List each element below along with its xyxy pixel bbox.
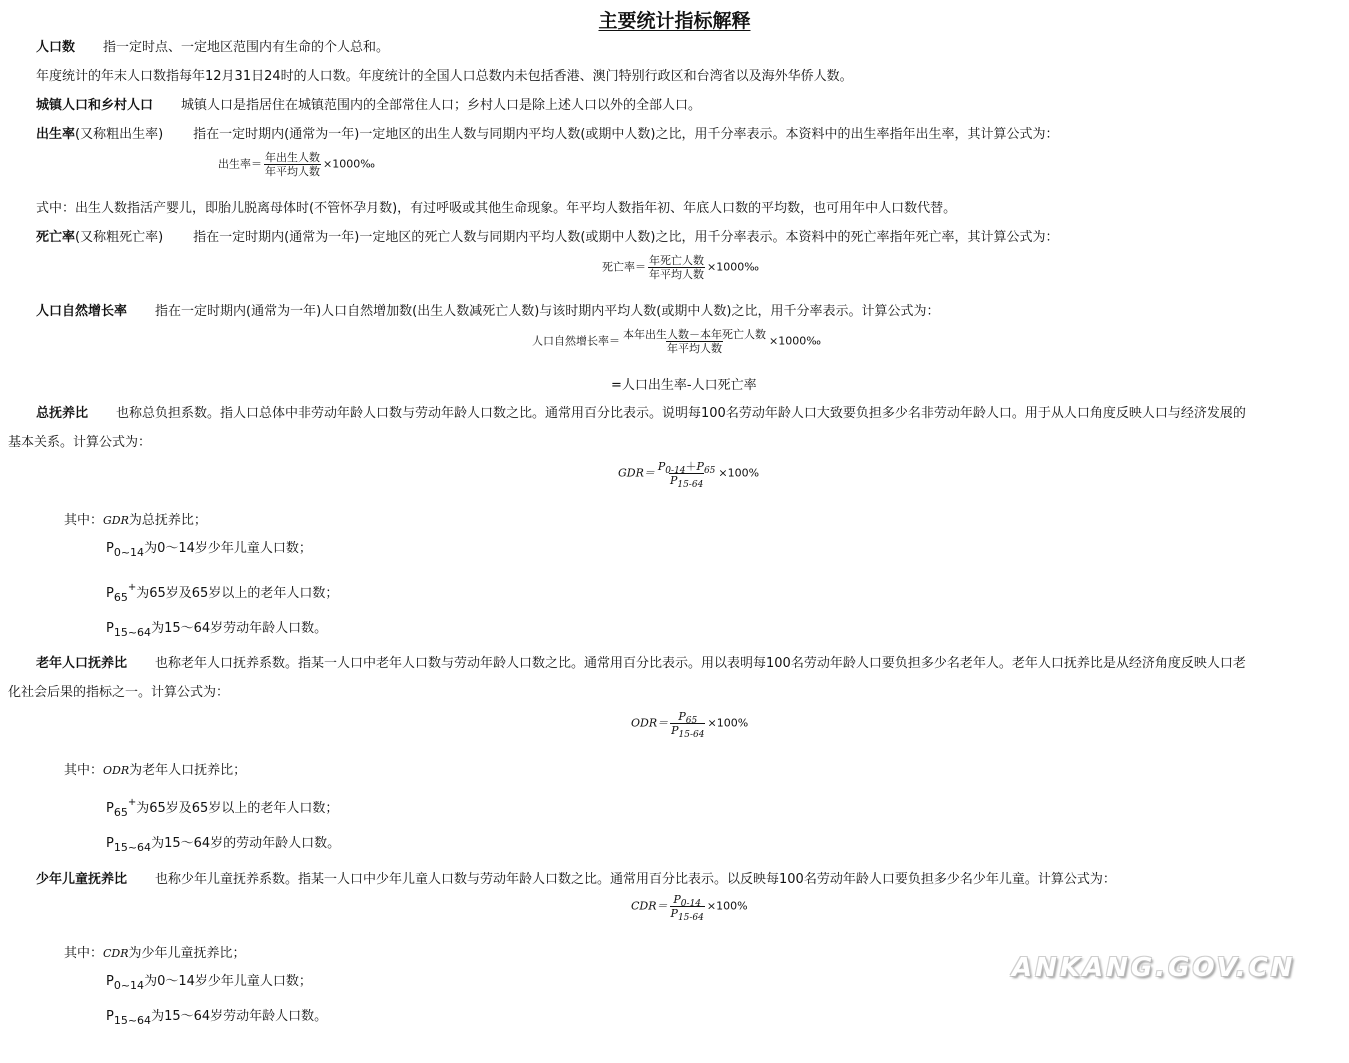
cdr-var-1 xyxy=(106,974,312,990)
symbol-p: P xyxy=(657,460,666,473)
symbol-p: P xyxy=(696,460,704,473)
term-natural-growth: 人口自然增长率 xyxy=(36,304,128,319)
symbol-p: P xyxy=(669,474,678,487)
cdr-formula xyxy=(631,893,748,924)
fraction-denominator xyxy=(669,473,704,491)
subscript: 65 xyxy=(685,716,698,727)
urban-rural-entry xyxy=(36,98,701,114)
population-definition: 指一定时点、一定地区范围内有生命的个人总和。 xyxy=(103,40,390,55)
fraction xyxy=(622,328,767,355)
variable-description: 为0～14岁少年儿童人口数； xyxy=(144,541,312,556)
fraction xyxy=(264,151,321,178)
gdr-formula xyxy=(618,460,760,491)
term-gdr: 总抚养比 xyxy=(36,406,89,421)
variable-description: 为15～64岁劳动年龄人口数。 xyxy=(151,621,328,636)
fraction-denominator xyxy=(670,906,705,924)
fraction-denominator xyxy=(670,723,705,741)
symbol-p: P xyxy=(678,710,686,723)
odr-definition-line-1: 也称老年人口抚养系数。指某一人口中老年人口数与劳动年龄人口数之比。通常用百分比表示。用以表明每100名劳动年龄人口要负担多少名老年人。老年人口抚养比是从经济角度反映人口老 xyxy=(155,656,1246,671)
birth-rate-alias: (又称粗出生率) xyxy=(75,127,164,142)
formula-multiplier: ×1000‰ xyxy=(323,157,375,171)
subscript: 65 xyxy=(113,591,128,604)
term-death-rate: 死亡率 xyxy=(36,230,76,245)
symbol-p: P xyxy=(106,1009,114,1024)
formula-multiplier: ×100% xyxy=(706,899,748,913)
symbol-p: P xyxy=(106,801,114,816)
death-rate-entry xyxy=(36,230,1058,246)
fraction-denominator: 年平均人数 xyxy=(667,342,722,355)
plus-sign: ＋ xyxy=(685,460,697,473)
term-birth-rate: 出生率 xyxy=(36,127,76,142)
where-text: 为总抚养比； xyxy=(128,513,207,528)
gdr-var-2 xyxy=(106,582,339,604)
subscript: 15-64 xyxy=(678,730,705,741)
gdr-definition-line-2: 基本关系。计算公式为： xyxy=(8,435,152,450)
subscript: 15~64 xyxy=(113,841,152,854)
cdr-where xyxy=(64,946,246,962)
odr-definition-line-2: 化社会后果的指标之一。计算公式为： xyxy=(8,685,230,700)
gdr-var-1 xyxy=(106,541,312,557)
subscript: 65 xyxy=(703,466,716,477)
odr-where xyxy=(64,763,246,779)
formula-multiplier: ×1000‰ xyxy=(769,334,821,348)
cdr-var-2 xyxy=(106,1009,327,1025)
gdr-entry xyxy=(36,406,1246,422)
subscript: 0-14 xyxy=(665,466,686,477)
fraction xyxy=(657,460,717,491)
formula-lhs: CDR＝ xyxy=(631,899,668,913)
population-note: 年度统计的年末人口数指每年12月31日24时的人口数。年度统计的全国人口总数内未包括香港、澳门特别行政区和台湾省以及海外华侨人数。 xyxy=(36,69,853,84)
page-title: 主要统计指标解释 xyxy=(598,10,751,32)
formula-lhs: GDR＝ xyxy=(618,466,655,480)
variable-description: 为0～14岁少年儿童人口数； xyxy=(144,974,312,989)
birth-rate-formula xyxy=(218,151,375,178)
superscript: + xyxy=(127,797,137,808)
symbol-p: P xyxy=(106,541,114,556)
death-rate-alias: (又称粗死亡率) xyxy=(75,230,164,245)
symbol-p: P xyxy=(106,836,114,851)
fraction xyxy=(648,254,705,281)
term-population: 人口数 xyxy=(36,40,76,55)
natural-growth-entry xyxy=(36,304,939,320)
superscript: + xyxy=(127,582,137,593)
death-rate-definition: 指在一定时期内(通常为一年)一定地区的死亡人数与同期内平均人数(或期中人数)之比，用千分率表示。本资料中的死亡率指年死亡率，其计算公式为： xyxy=(193,230,1059,245)
symbol-p: P xyxy=(673,893,681,906)
where-abbr: GDR xyxy=(103,514,129,527)
variable-description: 为65岁及65岁以上的老年人口数； xyxy=(136,801,339,816)
subscript: 0~14 xyxy=(113,979,145,992)
fraction-denominator: 年平均人数 xyxy=(649,268,704,281)
where-text: 为老年人口抚养比； xyxy=(129,763,247,778)
subscript: 0~14 xyxy=(113,546,145,559)
gdr-var-3 xyxy=(106,621,327,637)
gdr-where xyxy=(64,513,207,529)
population-entry xyxy=(36,40,389,56)
odr-formula xyxy=(631,710,749,741)
formula-multiplier: ×100% xyxy=(718,466,760,480)
natural-growth-formula xyxy=(532,328,821,355)
where-prefix: 其中： xyxy=(64,513,104,528)
fraction xyxy=(670,893,705,924)
birth-rate-note: 式中：出生人数指活产婴儿，即胎儿脱离母体时(不管怀孕月数)，有过呼吸或其他生命现象。年平均人数指年初、年底人口数的平均数，也可用年中人口数代替。 xyxy=(36,201,957,216)
term-cdr: 少年儿童抚养比 xyxy=(36,872,128,887)
subscript: 65 xyxy=(113,806,128,819)
where-prefix: 其中： xyxy=(64,763,104,778)
formula-lhs: 人口自然增长率＝ xyxy=(532,334,620,348)
subscript: 15-64 xyxy=(677,480,704,491)
where-text: 为少年儿童抚养比； xyxy=(128,946,246,961)
formula-lhs: 死亡率＝ xyxy=(602,260,646,274)
symbol-p: P xyxy=(670,907,678,920)
term-urban-rural: 城镇人口和乡村人口 xyxy=(36,98,154,113)
formula-multiplier: ×100% xyxy=(707,716,749,730)
where-prefix: 其中： xyxy=(64,946,104,961)
term-odr: 老年人口抚养比 xyxy=(36,656,128,671)
death-rate-formula xyxy=(602,254,759,281)
cdr-definition: 也称少年儿童抚养系数。指某一人口中少年儿童人口数与劳动年龄人口数之比。通常用百分比表示。以反映每100名劳动年龄人口要负担多少名少年儿童。计算公式为： xyxy=(155,872,1116,887)
subscript: 15~64 xyxy=(113,1014,152,1027)
odr-entry xyxy=(36,656,1246,672)
where-abbr: ODR xyxy=(103,764,130,777)
odr-var-1 xyxy=(106,797,339,819)
fraction-numerator xyxy=(677,710,698,727)
gdr-definition-line-1: 也称总负担系数。指人口总体中非劳动年龄人口数与劳动年龄人口数之比。通常用百分比表示。说明每100名劳动年龄人口大致要负担多少名非劳动年龄人口。用于从人口角度反映人口与经济发展的 xyxy=(116,406,1246,421)
watermark: ANKANG.GOV.CN xyxy=(1012,953,1296,983)
formula-lhs: ODR＝ xyxy=(631,716,669,730)
formula-multiplier: ×1000‰ xyxy=(707,260,759,274)
variable-description: 为65岁及65岁以上的老年人口数； xyxy=(136,586,339,601)
subscript: 0-14 xyxy=(680,899,702,910)
formula-lhs: 出生率＝ xyxy=(218,157,262,171)
fraction-numerator xyxy=(657,460,717,477)
fraction-numerator: 年出生人数 xyxy=(265,151,320,164)
birth-rate-definition: 指在一定时期内(通常为一年)一定地区的出生人数与同期内平均人数(或期中人数)之比，用千分率表示。本资料中的出生率指年出生率，其计算公式为： xyxy=(193,127,1059,142)
where-abbr: CDR xyxy=(103,947,129,960)
variable-description: 为15～64岁的劳动年龄人口数。 xyxy=(151,836,341,851)
fraction-numerator: 年死亡人数 xyxy=(649,254,704,267)
subscript: 15-64 xyxy=(677,913,704,924)
fraction-denominator: 年平均人数 xyxy=(265,165,320,178)
variable-description: 为15～64岁劳动年龄人口数。 xyxy=(151,1009,328,1024)
symbol-p: P xyxy=(106,974,114,989)
odr-var-2 xyxy=(106,836,340,852)
birth-rate-entry xyxy=(36,127,1058,143)
symbol-p: P xyxy=(106,586,114,601)
fraction-numerator xyxy=(672,893,702,910)
symbol-p: P xyxy=(106,621,114,636)
subscript: 15~64 xyxy=(113,626,152,639)
fraction-numerator: 本年出生人数－本年死亡人数 xyxy=(623,328,766,341)
cdr-entry xyxy=(36,872,1116,888)
urban-rural-definition: 城镇人口是指居住在城镇范围内的全部常住人口；乡村人口是除上述人口以外的全部人口。 xyxy=(181,98,702,113)
symbol-p: P xyxy=(671,724,679,737)
natural-growth-definition: 指在一定时期内(通常为一年)人口自然增加数(出生人数减死亡人数)与该时期内平均人数(或期中人数)之比，用千分率表示。计算公式为： xyxy=(155,304,940,319)
fraction xyxy=(670,710,705,741)
natural-growth-formula-2: =人口出生率-人口死亡率 xyxy=(611,378,757,393)
